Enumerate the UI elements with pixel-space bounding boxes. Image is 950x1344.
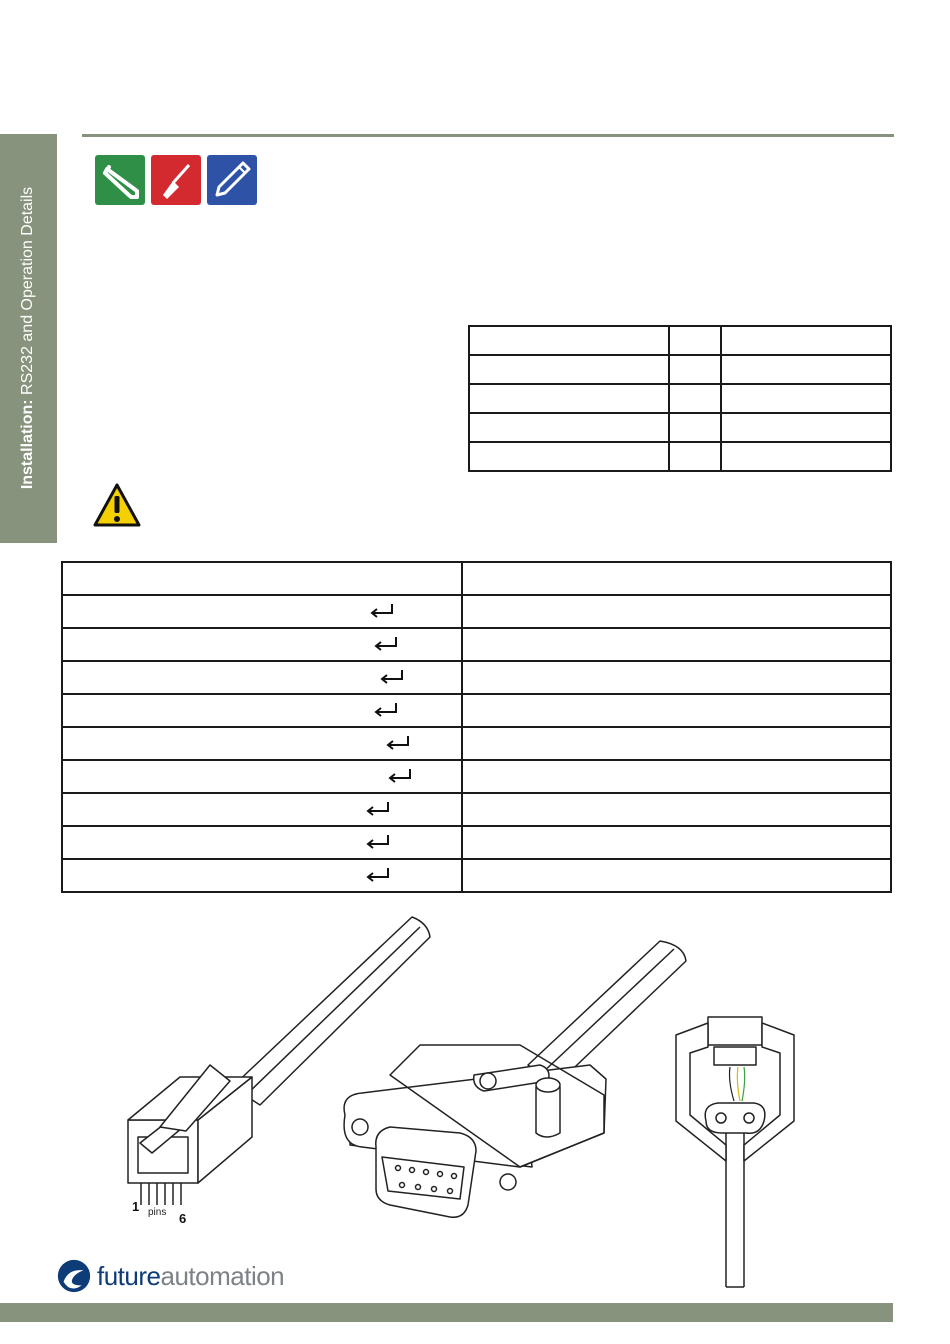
- enter-key-icon: [365, 834, 391, 850]
- table-row: [469, 442, 891, 471]
- enter-key-icon: [379, 669, 405, 685]
- enter-key-icon: [385, 735, 411, 751]
- db9-hood-cutaway-drawing: [676, 1017, 794, 1287]
- future-automation-logo: [55, 1256, 284, 1296]
- side-tab-title-rest: RS232 and Operation Details: [19, 186, 36, 400]
- enter-key-icon: [387, 768, 413, 784]
- warning-triangle-icon: [92, 482, 142, 528]
- table-row: [62, 595, 891, 628]
- table-row: [469, 384, 891, 413]
- rj-pin-first-label: 1: [132, 1199, 140, 1214]
- enter-key-icon: [373, 702, 399, 718]
- table-row: [62, 760, 891, 793]
- table-row: [62, 727, 891, 760]
- logo-swirl-icon: [55, 1257, 93, 1295]
- side-tab-title-bold: Installation:: [19, 399, 36, 490]
- small-table: [468, 325, 892, 472]
- pencil-icon: [207, 155, 257, 205]
- table-row: [62, 793, 891, 826]
- rj-pins-label: pins: [148, 1207, 167, 1218]
- header-rule: [82, 134, 894, 137]
- rj12-pins: [141, 1183, 181, 1205]
- table-row: [62, 562, 891, 595]
- footer-band: [0, 1303, 893, 1322]
- screwdriver-icon: [151, 155, 201, 205]
- db9-connector-drawing: [344, 941, 686, 1217]
- table-row: [469, 355, 891, 384]
- side-tab-title: [19, 187, 37, 489]
- table-row: [62, 859, 891, 892]
- enter-key-icon: [365, 867, 391, 883]
- rj-pin-last-label: 6: [179, 1211, 187, 1226]
- connector-illustrations: [0, 905, 950, 1305]
- command-table: [61, 561, 892, 893]
- table-row: [62, 661, 891, 694]
- logo-text: futureautomation: [97, 1260, 285, 1291]
- table-row: [62, 694, 891, 727]
- table-row: [469, 413, 891, 442]
- table-row: [62, 628, 891, 661]
- enter-key-icon: [365, 801, 391, 817]
- table-row: [469, 326, 891, 355]
- enter-key-icon: [373, 636, 399, 652]
- table-row: [62, 826, 891, 859]
- allen-key-icon: [95, 155, 145, 205]
- enter-key-icon: [369, 603, 395, 619]
